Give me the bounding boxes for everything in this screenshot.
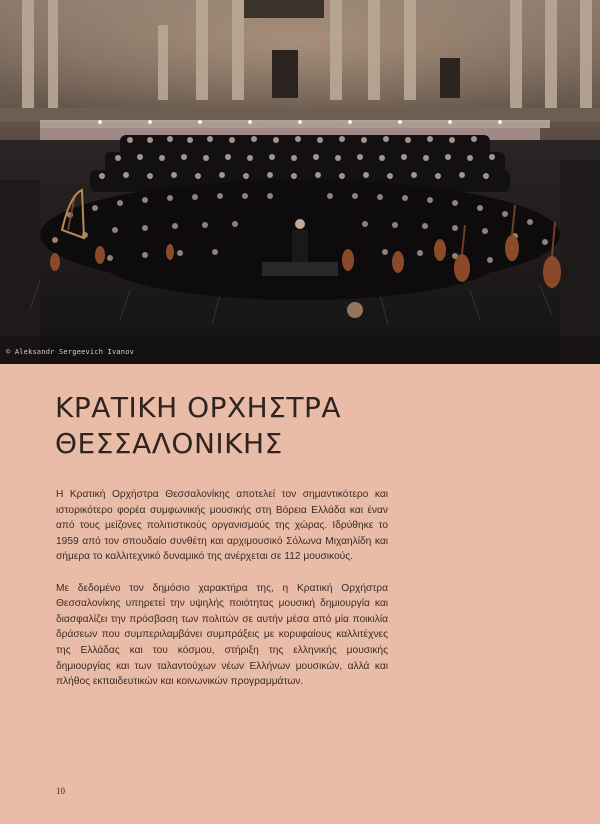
title-line-1: ΚΡΑΤΙΚΗ ΟΡΧΗΣΤΡΑ <box>55 391 342 424</box>
paragraph-1: Η Κρατική Ορχήστρα Θεσσαλονίκης αποτελεί τον σημαντικότερο και ιστορικότερο φορέα συμφωνικής μουσικής στη Βόρεια Ελλάδα και έναν από τους μείζονες πολιτιστικούς οργανισμούς της χώρας. Ιδρύθηκε το 1959 από τον σπουδαίο συνθέτη και αρχιμουσικό Σόλωνα Μιχαηλίδη και σήμερα το καλλιτεχνικό δυναμικό της ανέρχεται σε 112 μουσικούς. <box>56 489 388 563</box>
photo-credit: © Aleksandr Sergeevich Ivanov <box>6 348 135 356</box>
page-number: 10 <box>56 786 65 796</box>
paragraph-2: Με δεδομένο τον δημόσιο χαρακτήρα της, η Κρατική Ορχήστρα Θεσσαλονίκης υπηρετεί την υψηλής ποιότητας μουσική δημιουργία και διασφαλίζει την πρόσβαση των πολιτών σε αυτήν μέσα από μία ποικιλία δράσεων που συμπεριλαμβάνει συμπράξεις με κορυφαίους καλλιτέχνες της Ελλάδας και του κόσμου, στήριξη της ελληνικής μουσικής δημιουργίας και των ταλαντούχων νέων Ελλήνων μουσικών, αλλά και πλήθος εκπαιδευτικών και κοινωνικών προγραμμάτων. <box>56 582 388 688</box>
article-body <box>56 487 388 705</box>
title-line-2: ΘΕΣΣΑΛΟΝΙΚΗΣ <box>55 427 283 460</box>
orchestra-photo <box>0 0 600 364</box>
orchestra-photo-graphic <box>0 0 600 364</box>
page-title <box>55 390 555 462</box>
